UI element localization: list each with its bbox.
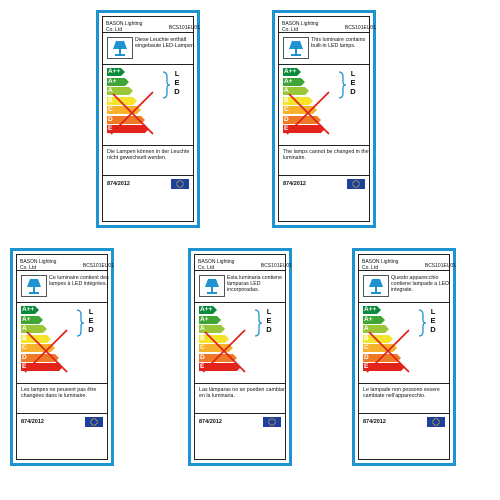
energy-label-card — [352, 248, 456, 466]
divider — [195, 383, 285, 384]
energy-class-scale — [199, 306, 294, 376]
energy-class-letter: D — [363, 354, 397, 362]
lamp-change-note: The lamps cannot be changed in the luminaire. — [283, 149, 369, 162]
energy-label-card — [96, 10, 200, 228]
divider — [103, 175, 193, 176]
lamp-icon-box — [363, 275, 389, 297]
energy-class-letter: A+ — [199, 316, 217, 324]
energy-class-letter: B — [363, 335, 389, 343]
divider — [279, 64, 369, 65]
divider — [17, 413, 107, 414]
divider — [279, 145, 369, 146]
luminaire-description: This luminaire contains built-in LED lamps. — [311, 37, 366, 49]
led-text — [173, 69, 181, 96]
energy-class-scale — [21, 306, 116, 376]
label-inner-frame — [358, 254, 456, 460]
energy-class-letter: D — [21, 354, 55, 362]
model-number: BCS101EU01 — [260, 263, 292, 269]
eu-flag-icon — [427, 417, 445, 427]
label-inner-frame — [102, 16, 200, 222]
led-letter: E — [430, 316, 436, 325]
brand-name: BASON Lighting Co. Ltd — [198, 259, 235, 271]
table-lamp-icon — [22, 276, 46, 296]
energy-class-letter: D — [283, 116, 317, 124]
brand-name: BASON Lighting Co. Ltd — [106, 21, 143, 33]
energy-class-letter: B — [199, 335, 225, 343]
divider — [103, 32, 193, 33]
led-letter: L — [350, 69, 356, 78]
energy-class-letter: A — [363, 325, 385, 333]
energy-class-letter: A++ — [22, 306, 35, 313]
divider — [279, 32, 369, 33]
model-number: BCS101EU01 — [424, 263, 456, 269]
lamp-icon-box — [199, 275, 225, 297]
lamp-change-note: Die Lampen können in der Leuchte nicht gewechselt werden. — [107, 149, 190, 162]
led-letter: D — [174, 87, 180, 96]
energy-label-card — [10, 248, 114, 466]
led-text — [265, 307, 273, 334]
lamp-icon-box — [107, 37, 133, 59]
table-lamp-icon — [108, 38, 132, 58]
led-text — [87, 307, 95, 334]
energy-class-letter: E — [363, 363, 401, 371]
regulation-number: 874/2012 — [21, 419, 44, 425]
energy-class-letter: A++ — [284, 68, 297, 75]
luminaire-description: Questo apparecchio contiene lampade a LED integrate. — [391, 275, 450, 293]
model-number: BCS101EU01 — [344, 25, 376, 31]
energy-class-letter: C — [283, 106, 313, 114]
energy-class-scale — [363, 306, 458, 376]
led-letter: D — [350, 87, 356, 96]
lamp-change-note: Les lampes ne peuvent pas être changées dans le luminaire. — [21, 387, 97, 400]
divider — [359, 413, 449, 414]
label-inner-frame — [194, 254, 292, 460]
led-text — [429, 307, 437, 334]
energy-class-letter: A — [107, 87, 129, 95]
model-number: BCS101EU01 — [168, 25, 200, 31]
energy-class-letter: A++ — [108, 68, 121, 75]
brand-name: BASON Lighting Co. Ltd — [282, 21, 319, 33]
led-text — [349, 69, 357, 96]
divider — [17, 270, 107, 271]
energy-class-letter: B — [107, 97, 133, 105]
energy-class-letter: E — [107, 125, 145, 133]
brand-name: BASON Lighting Co. Ltd — [20, 259, 57, 271]
divider — [195, 270, 285, 271]
energy-class-letter: A+ — [21, 316, 39, 324]
eu-stars-circle — [171, 179, 189, 189]
divider — [103, 64, 193, 65]
not-applicable-cross — [21, 306, 81, 376]
led-letter: L — [174, 69, 180, 78]
energy-class-letter: A — [199, 325, 221, 333]
energy-class-letter: C — [107, 106, 137, 114]
energy-label-card — [188, 248, 292, 466]
divider — [17, 302, 107, 303]
energy-class-letter: C — [363, 344, 393, 352]
eu-flag-icon — [347, 179, 365, 189]
energy-class-letter: A+ — [283, 78, 301, 86]
led-letter: E — [266, 316, 272, 325]
regulation-number: 874/2012 — [107, 181, 130, 187]
table-lamp-icon — [284, 38, 308, 58]
divider — [359, 383, 449, 384]
table-lamp-icon — [364, 276, 388, 296]
energy-class-letter: A+ — [107, 78, 125, 86]
energy-class-letter: A+ — [363, 316, 381, 324]
eu-flag-icon — [171, 179, 189, 189]
led-letter: L — [88, 307, 94, 316]
energy-class-letter: A++ — [364, 306, 377, 313]
divider — [195, 302, 285, 303]
not-applicable-cross — [363, 306, 423, 376]
label-inner-frame — [16, 254, 114, 460]
brand-name: BASON Lighting Co. Ltd — [362, 259, 399, 271]
eu-flag-icon — [85, 417, 103, 427]
energy-class-letter: B — [21, 335, 47, 343]
eu-stars-circle — [427, 417, 445, 427]
led-letter: L — [266, 307, 272, 316]
led-letter: D — [430, 325, 436, 334]
lamp-change-note: Las lámparas no se pueden cambiar en la luminaria. — [199, 387, 285, 400]
led-letter: E — [350, 78, 356, 87]
table-lamp-icon — [200, 276, 224, 296]
eu-flag-icon — [263, 417, 281, 427]
led-letter: E — [174, 78, 180, 87]
not-applicable-cross — [283, 68, 343, 138]
energy-class-letter: E — [283, 125, 321, 133]
eu-stars-circle — [347, 179, 365, 189]
regulation-number: 874/2012 — [363, 419, 386, 425]
lamp-icon-box — [283, 37, 309, 59]
energy-class-letter: C — [199, 344, 229, 352]
divider — [17, 383, 107, 384]
energy-class-letter: B — [283, 97, 309, 105]
led-letter: E — [88, 316, 94, 325]
led-letter: D — [266, 325, 272, 334]
energy-class-letter: A++ — [200, 306, 213, 313]
divider — [359, 270, 449, 271]
eu-stars-circle — [85, 417, 103, 427]
divider — [359, 302, 449, 303]
led-letter: D — [88, 325, 94, 334]
energy-class-scale — [107, 68, 202, 138]
energy-class-letter: A — [283, 87, 305, 95]
regulation-number: 874/2012 — [283, 181, 306, 187]
lamp-change-note: Le lampade non possono essere cambiate nell'apparecchio. — [363, 387, 440, 400]
not-applicable-cross — [107, 68, 167, 138]
not-applicable-cross — [199, 306, 259, 376]
energy-class-letter: D — [199, 354, 233, 362]
energy-class-letter: D — [107, 116, 141, 124]
model-number: BCS101EU01 — [82, 263, 114, 269]
energy-class-letter: C — [21, 344, 51, 352]
divider — [279, 175, 369, 176]
energy-label-card — [272, 10, 376, 228]
energy-class-letter: E — [199, 363, 237, 371]
label-inner-frame — [278, 16, 376, 222]
divider — [195, 413, 285, 414]
divider — [103, 145, 193, 146]
eu-stars-circle — [263, 417, 281, 427]
energy-class-letter: A — [21, 325, 43, 333]
luminaire-description: Diese Leuchte enthält eingebaute LED-Lampen. — [135, 37, 196, 49]
luminaire-description: Esta luminaria contiene lámparas LED incorporadas. — [227, 275, 283, 293]
led-letter: L — [430, 307, 436, 316]
energy-class-letter: E — [21, 363, 59, 371]
lamp-icon-box — [21, 275, 47, 297]
regulation-number: 874/2012 — [199, 419, 222, 425]
luminaire-description: Ce luminaire contient des lampes à LED intégrées. — [49, 275, 109, 287]
energy-class-scale — [283, 68, 378, 138]
